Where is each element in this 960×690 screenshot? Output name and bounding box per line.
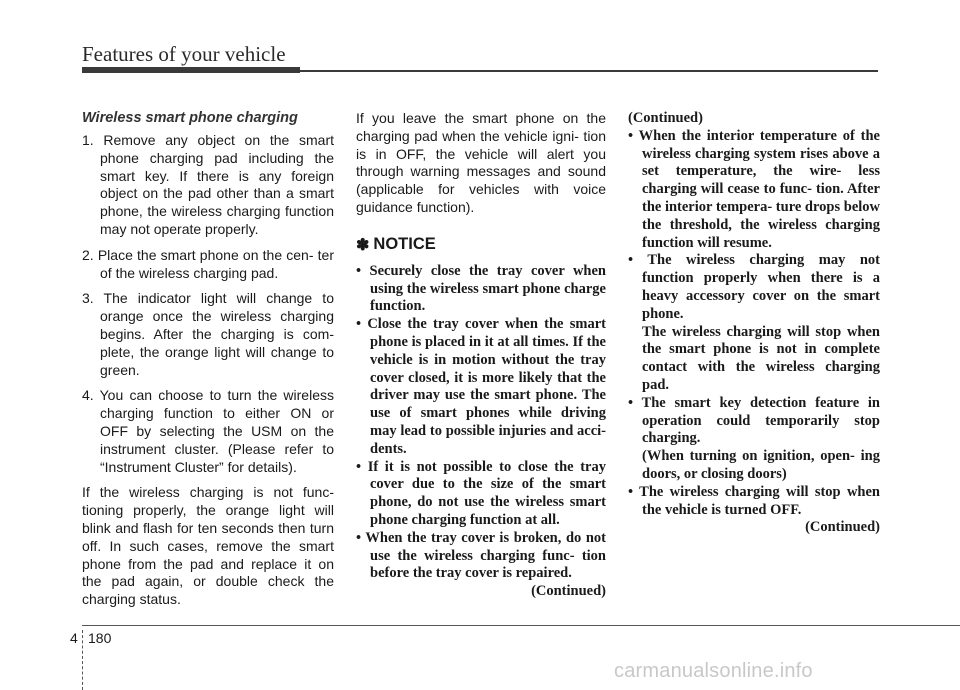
bullet-subtext: (When turning on ignition, open- ing doors, or closing doors): [642, 448, 880, 482]
step-2: 2. Place the smart phone on the cen- ter of the wireless charging pad.: [82, 246, 334, 281]
step-3: 3. The indicator light will change to orange once the wireless charging begins. After the charging is com- plete, the orange light will change to green.: [82, 290, 334, 378]
continued-label-bottom: (Continued): [805, 519, 880, 536]
column-1: [82, 110, 334, 617]
continued-label-top: (Continued): [628, 110, 703, 126]
column-3: [628, 110, 880, 537]
footer-divider: [82, 630, 84, 690]
notice-bullet: • Securely close the tray cover when using the wireless smart phone charge function.: [356, 262, 606, 315]
notice-bullet: • Close the tray cover when the smart phone is placed in it at all times. If the vehicle is in motion without the tray cover closed, it is more likely that the driver may use the smart phone. The use of smart phones while driving may lead to possible injuries and acci- dents.: [356, 316, 606, 457]
notice-star-icon: ✽: [356, 236, 370, 254]
notice-bullet: • When the tray cover is broken, do not use the wireless charging func- tion before the tray cover is repaired.: [356, 529, 606, 582]
notice-bullet: [628, 395, 880, 484]
chapter-number: 4: [70, 630, 78, 646]
watermark-text: carmanualsonline.info: [614, 660, 813, 682]
step-4: 4. You can choose to turn the wireless charging function to either ON or OFF by selecting the USM on the instrument cluster. (Please refer to “Instrument Cluster” for details).: [82, 387, 334, 475]
column-2: [356, 110, 606, 601]
bullet-text: • The smart key detection feature in operation could temporarily stop charging.: [628, 394, 880, 447]
footer-rule: [82, 625, 960, 626]
alert-paragraph: If you leave the smart phone on the charging pad when the vehicle igni- tion is in OFF, the vehicle will alert you through warning messages and sound (applicable for vehicles with voice guidance function).: [356, 110, 606, 215]
bullet-subtext: The wireless charging will stop when the smart phone is not in complete contact with the wireless charging pad.: [642, 323, 880, 393]
notice-bullet: [628, 252, 880, 394]
troubleshoot-paragraph: If the wireless charging is not func- tioning properly, the orange light will blink and flash for ten seconds then turn off. In such cases, remove the smart phone from the pad and replace it on the pad again, or double check the charging status.: [82, 484, 334, 608]
notice-bullet: • When the interior temperature of the wireless charging system rises above a set temperature, the wire- less charging will cease to func- tion. After the interior tempera- ture drops below the threshold, the wireless charging function will resume.: [628, 127, 881, 251]
step-1: 1. Remove any object on the smart phone charging pad including the smart key. If there is any foreign object on the pad other than a smart phone, the wireless charging function may not operate properly.: [82, 132, 334, 237]
notice-heading: [356, 235, 606, 255]
page-header-title: Features of your vehicle: [82, 42, 286, 66]
header-rule: [300, 70, 878, 72]
continued-label: (Continued): [531, 583, 606, 600]
notice-bullet: • If it is not possible to close the tray cover due to the size of the smart phone, do not use the wireless smart phone charging function at all.: [356, 458, 606, 528]
notice-bullet: • The wireless charging will stop when the vehicle is turned OFF.: [628, 483, 880, 518]
section-title: Wireless smart phone charging: [82, 110, 298, 126]
page-number: 180: [88, 630, 112, 646]
bullet-text: • The wireless charging may not function properly when there is a heavy accessory cover on the smart phone.: [628, 252, 880, 322]
notice-title: NOTICE: [373, 235, 436, 254]
header-accent-bar: [82, 67, 300, 73]
